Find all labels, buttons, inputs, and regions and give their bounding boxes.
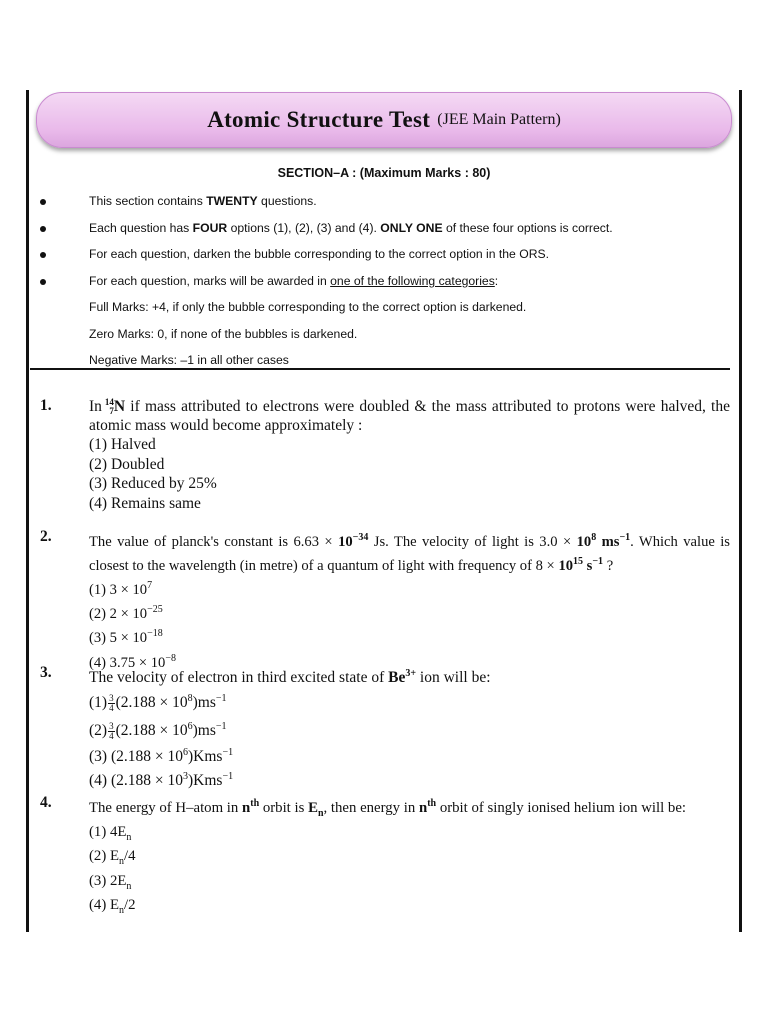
page-title: Atomic Structure Test — [207, 107, 431, 132]
full-marks-rule: Full Marks: +4, if only the bubble corresponding to the correct option is darkened. — [89, 300, 527, 314]
negative-marks-rule: Negative Marks: –1 in all other cases — [89, 353, 289, 367]
question-number: 1. — [40, 397, 52, 414]
option-3: (3) $5 \times 10^{-18}$ — [89, 628, 163, 647]
option-4: (4) Remains same — [89, 494, 201, 512]
bullet-dot — [40, 279, 46, 285]
question-1 — [40, 397, 730, 517]
option-1: (1) Halved — [89, 436, 156, 454]
question-2 — [40, 528, 730, 671]
option-2: (2) Doubled — [89, 455, 165, 473]
fraction: $\frac{3}{4}$ — [109, 693, 114, 714]
option-4: (4) $E_n/2$ — [89, 897, 136, 917]
section-heading: SECTION–A : (Maximum Marks : 80) — [277, 166, 491, 180]
option-1: (1) $\frac{3}{4}$ $(2.188 \times 10^8)ms^{-1}$ — [89, 693, 227, 714]
option-2: (2) $\frac{3}{4}$ $(2.188 \times 10^6)ms^{-1}$ — [89, 721, 227, 742]
option-3: (3) $(2.188 \times 10^6)Kms^{-1}$ — [89, 747, 234, 766]
isotope-notation: 14 7 — [104, 397, 114, 417]
question-number: 3. — [40, 664, 52, 681]
bullet-dot — [40, 252, 46, 258]
option-2: (2) $2 \times 10^{-25}$ — [89, 604, 163, 622]
question-number: 2. — [40, 528, 52, 545]
bullet-dot — [40, 199, 46, 205]
option-3: (3) Reduced by 25% — [89, 475, 217, 493]
title-banner — [36, 92, 732, 148]
option-3: (3) $2E_n$ — [89, 872, 132, 892]
page-border-right — [739, 90, 742, 932]
question-3 — [40, 664, 730, 790]
zero-marks-rule: Zero Marks: 0, if none of the bubbles is darkened. — [89, 327, 358, 341]
question-stem: In 14 7 N if mass attributed to electrons were doubled & the mass attributed to protons were halved, the atomic mass would become approximately : — [89, 397, 730, 435]
question-stem: The energy of H–atom in $n^{th}$ orbit is $E_n$, then energy in $n^{th}$ orbit of singly ionised helium ion will be: — [89, 798, 687, 819]
option-1: (1) $3 \times 10^7$ — [89, 579, 153, 598]
option-4: (4) $3.75 \times 10^{-8}$ — [89, 652, 176, 671]
question-number: 4. — [40, 794, 52, 811]
question-stem: The value of planck's constant is $6.63 \times 10^{-34}$ Js. The velocity of light is $3.0 \times 10^8$ $ms^{-1}$. Which value is closest to the wavelength (in metre) of a quantum of light with frequency of $8 \times 10^{15}$ $s^{-1}$ ? — [89, 532, 730, 574]
bullet-dot — [40, 226, 46, 232]
page-border-left — [26, 90, 29, 932]
option-1: (1) $4E_n$ — [89, 823, 132, 843]
fraction: $\frac{3}{4}$ — [109, 721, 114, 742]
option-4: (4) $(2.188 \times 10^3)Kms^{-1}$ — [89, 771, 234, 790]
page-subtitle: (JEE Main Pattern) — [437, 111, 561, 128]
question-4 — [40, 794, 730, 917]
section-divider — [30, 368, 730, 370]
option-2: (2) $E_n/4$ — [89, 848, 136, 868]
question-stem: The velocity of electron in third excited state of $Be^{3+}$ ion will be: — [89, 668, 491, 687]
